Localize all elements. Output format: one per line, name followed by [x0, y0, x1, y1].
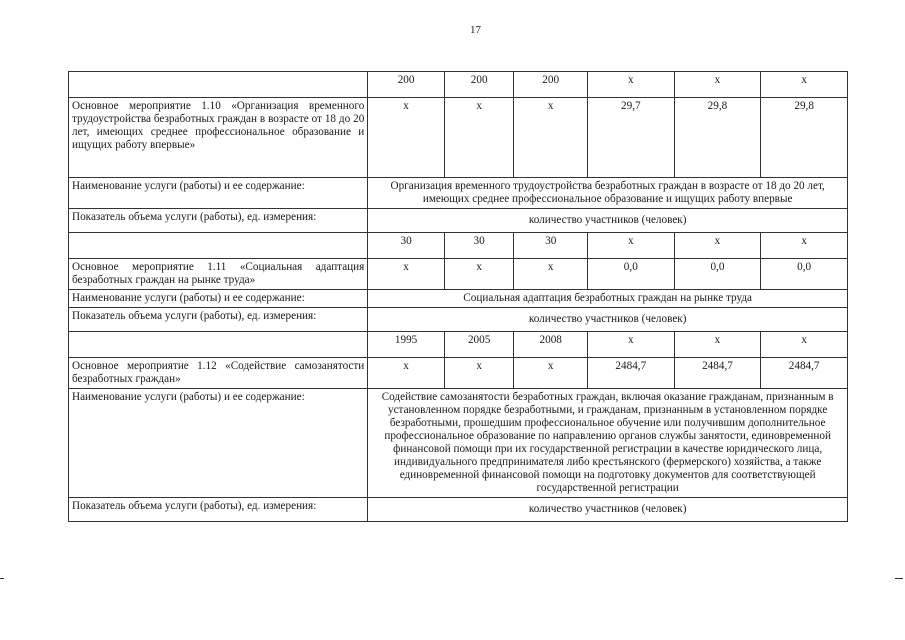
service-description: Социальная адаптация безработных граждан на рынке труда — [368, 290, 848, 308]
value-cell: х — [444, 259, 514, 290]
value-cell: х — [587, 72, 674, 98]
row-label: Наименование услуги (работы) и ее содержание: — [69, 290, 368, 308]
value-cell: х — [368, 259, 445, 290]
scan-edge-mark-left — [0, 578, 4, 579]
value-cell: х — [514, 358, 588, 389]
row-label: Основное мероприятие 1.10 «Организация временного трудоустройства безработных граждан в возрасте от 18 до 20 лет, имеющих среднее профессиональное образование и ищущих работу впервые» — [69, 98, 368, 178]
value-cell: 30 — [514, 233, 588, 259]
value-cell: 30 — [368, 233, 445, 259]
value-cell: х — [674, 332, 761, 358]
value-cell: 0,0 — [674, 259, 761, 290]
table-row — [69, 389, 848, 498]
row-label: Показатель объема услуги (работы), ед. измерения: — [69, 209, 368, 233]
value-cell: 200 — [514, 72, 588, 98]
value-cell: 29,8 — [674, 98, 761, 178]
page-number: 17 — [470, 24, 481, 36]
value-cell: х — [674, 233, 761, 259]
value-cell: 2484,7 — [761, 358, 848, 389]
value-cell: х — [514, 98, 588, 178]
service-description: Содействие самозанятости безработных граждан, включая оказание гражданам, признанным в установленном порядке безработными, и гражданам, признанным в установленном порядке безработными, прошедшим профессиональное обучение или получившим дополнительное профессиональное образование по направлению органов службы занятости, единовременной финансовой помощи при их государственной регистрации в качестве юридического лица, индивидуального предпринимателя либо крестьянского (фермерского) хозяйства, а также единовременной финансовой помощи на подготовку документов для соответствующей государственной регистрации — [368, 389, 848, 498]
row-label: Показатель объема услуги (работы), ед. измерения: — [69, 308, 368, 332]
value-cell: 29,7 — [587, 98, 674, 178]
value-cell: 0,0 — [761, 259, 848, 290]
table-row — [69, 498, 848, 522]
value-cell: 200 — [368, 72, 445, 98]
value-cell: 2008 — [514, 332, 588, 358]
value-cell: х — [368, 98, 445, 178]
row-label: Показатель объема услуги (работы), ед. измерения: — [69, 498, 368, 522]
table-row — [69, 290, 848, 308]
row-label-empty — [69, 332, 368, 358]
value-cell: 2005 — [444, 332, 514, 358]
value-cell: х — [368, 358, 445, 389]
table-row — [69, 72, 848, 98]
value-cell: х — [761, 332, 848, 358]
value-cell: 2484,7 — [674, 358, 761, 389]
value-cell: х — [761, 72, 848, 98]
value-cell: х — [761, 233, 848, 259]
value-cell: х — [444, 98, 514, 178]
service-description: Организация временного трудоустройства безработных граждан в возрасте от 18 до 20 лет, имеющих среднее профессиональное образование и ищущих работу впервые — [368, 178, 848, 209]
scan-edge-mark-right — [895, 578, 903, 579]
table-row — [69, 178, 848, 209]
table-row — [69, 259, 848, 290]
value-cell: х — [444, 358, 514, 389]
value-cell: х — [514, 259, 588, 290]
table-body — [69, 72, 848, 522]
indicator-unit: количество участников (человек) — [368, 209, 848, 233]
value-cell: х — [587, 332, 674, 358]
value-cell: 1995 — [368, 332, 445, 358]
value-cell: 30 — [444, 233, 514, 259]
row-label: Наименование услуги (работы) и ее содержание: — [69, 178, 368, 209]
row-label: Основное мероприятие 1.12 «Содействие самозанятости безработных граждан» — [69, 358, 368, 389]
value-cell: 29,8 — [761, 98, 848, 178]
row-label: Наименование услуги (работы) и ее содержание: — [69, 389, 368, 498]
row-label: Основное мероприятие 1.11 «Социальная адаптация безработных граждан на рынке труда» — [69, 259, 368, 290]
value-cell: 200 — [444, 72, 514, 98]
table-row — [69, 358, 848, 389]
table-row — [69, 308, 848, 332]
table-row — [69, 233, 848, 259]
indicator-unit: количество участников (человек) — [368, 308, 848, 332]
indicator-unit: количество участников (человек) — [368, 498, 848, 522]
table-row — [69, 209, 848, 233]
program-table — [68, 71, 848, 522]
table-row — [69, 332, 848, 358]
value-cell: х — [587, 233, 674, 259]
value-cell: 0,0 — [587, 259, 674, 290]
value-cell: 2484,7 — [587, 358, 674, 389]
row-label-empty — [69, 233, 368, 259]
table-row — [69, 98, 848, 178]
value-cell: х — [674, 72, 761, 98]
row-label-empty — [69, 72, 368, 98]
